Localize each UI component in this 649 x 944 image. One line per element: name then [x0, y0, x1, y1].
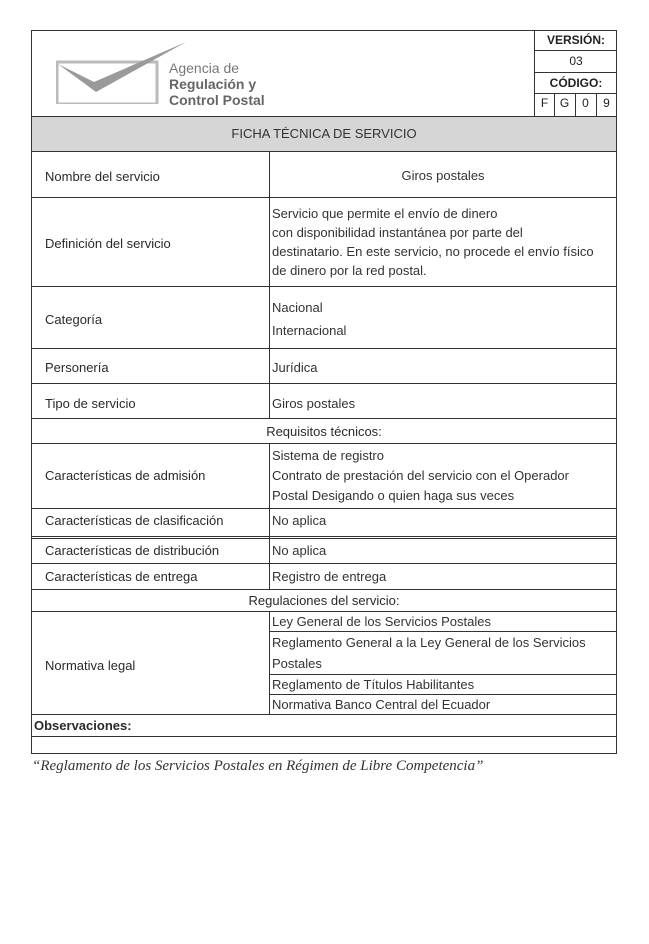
observations-label: Observaciones: — [34, 718, 132, 733]
classification-label: Características de clasificación — [45, 513, 224, 528]
agency-name-line3: Control Postal — [169, 92, 265, 108]
regulation-item-2-cont: Postales — [272, 656, 322, 671]
version-value: 03 — [569, 54, 583, 68]
definition-line-1: Servicio que permite el envío de dinero — [272, 206, 498, 221]
regulation-item-2: Reglamento General a la Ley General de los Servicios — [272, 635, 586, 650]
regulation-item-1: Ley General de los Servicios Postales — [272, 614, 491, 629]
code-char-4: 9 — [603, 96, 610, 110]
delivery-value: Registro de entrega — [272, 569, 387, 584]
service-type-label: Tipo de servicio — [45, 396, 136, 411]
version-label: VERSIÓN: — [546, 33, 605, 47]
distribution-label: Características de distribución — [45, 543, 220, 558]
category-national: Nacional — [272, 300, 323, 315]
admission-values — [272, 446, 569, 506]
definition-text — [272, 204, 616, 280]
admission-label: Características de admisión — [45, 468, 206, 483]
technical-requirements-heading: Requisitos técnicos: — [266, 424, 382, 439]
agency-name-line1: Agencia de — [169, 60, 240, 76]
service-name-value: Giros postales — [401, 168, 485, 183]
regulation-item-3: Reglamento de Títulos Habilitantes — [272, 677, 475, 692]
footer-note: “Reglamento de los Servicios Postales en Régimen de Libre Competencia” — [32, 758, 484, 774]
definition-label: Definición del servicio — [45, 236, 171, 251]
delivery-label: Características de entrega — [45, 569, 198, 584]
category-international: Internacional — [272, 323, 347, 338]
definition-line-2: con disponibilidad instantánea por parte del — [272, 225, 523, 240]
personeria-value: Jurídica — [272, 360, 318, 375]
admission-line-1: Sistema de registro — [272, 448, 384, 463]
admission-line-2: Contrato de prestación del servicio con el Operador — [272, 468, 569, 483]
code-label: CÓDIGO: — [549, 76, 603, 90]
code-char-1: F — [540, 96, 549, 110]
agency-logo — [56, 42, 286, 112]
personeria-label: Personería — [45, 360, 109, 375]
agency-name-line2: Regulación y — [169, 76, 257, 92]
admission-line-3: Postal Desigando o quien haga sus veces — [272, 488, 515, 503]
definition-line-4: de dinero por la red postal. — [272, 263, 427, 278]
definition-line-3: destinatario. En este servicio, no procede el envío físico — [272, 244, 594, 259]
legal-framework-label: Normativa legal — [45, 658, 136, 673]
distribution-value: No aplica — [272, 543, 327, 558]
service-type-value: Giros postales — [272, 396, 356, 411]
regulation-item-4: Normativa Banco Central del Ecuador — [272, 697, 491, 712]
code-char-3: 0 — [582, 96, 589, 110]
service-name-label: Nombre del servicio — [45, 169, 160, 184]
category-values — [272, 296, 346, 342]
classification-value: No aplica — [272, 513, 327, 528]
page-title: FICHA TÉCNICA DE SERVICIO — [231, 126, 417, 141]
regulations-heading: Regulaciones del servicio: — [248, 593, 400, 608]
code-char-2: G — [559, 96, 570, 110]
category-label: Categoría — [45, 312, 103, 327]
